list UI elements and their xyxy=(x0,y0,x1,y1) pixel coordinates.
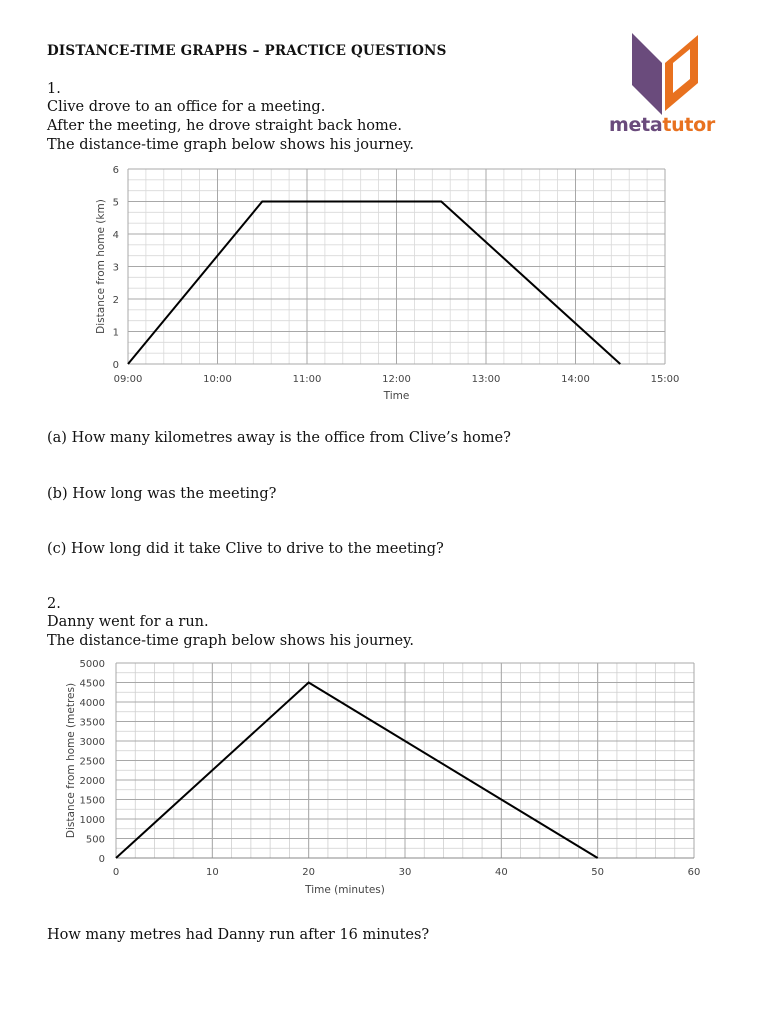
x-tick-label: 14:00 xyxy=(561,374,590,385)
y-tick-label: 2000 xyxy=(79,776,105,787)
question-1-number: 1. xyxy=(47,81,61,97)
x-tick-label: 13:00 xyxy=(471,374,501,385)
question-2-number: 2. xyxy=(47,596,61,612)
y-axis-label: Distance from home (km) xyxy=(95,199,107,334)
y-tick-label: 6 xyxy=(112,165,119,176)
y-tick-label: 4000 xyxy=(79,698,105,709)
series-line xyxy=(128,202,620,365)
x-tick-label: 30 xyxy=(398,867,412,878)
y-tick-label: 3500 xyxy=(79,717,105,729)
logo-wordmark: metatutor xyxy=(609,114,716,136)
y-tick-label: 1500 xyxy=(79,795,105,807)
question-1c: (c) How long did it take Clive to drive to the meeting? xyxy=(47,541,444,557)
y-tick-label: 0 xyxy=(98,854,105,865)
y-tick-label: 3 xyxy=(112,262,119,274)
x-tick-label: 10:00 xyxy=(203,374,232,385)
y-tick-label: 2500 xyxy=(79,756,105,768)
question-2-line: The distance-time graph below shows his journey. xyxy=(47,633,415,649)
question-2-prompt: How many metres had Danny run after 16 minutes? xyxy=(47,927,430,943)
x-tick-label: 11:00 xyxy=(292,374,322,385)
distance-time-chart-2 xyxy=(0,640,768,910)
y-tick-label: 5000 xyxy=(79,659,105,670)
y-tick-label: 1000 xyxy=(79,815,105,826)
x-tick-label: 12:00 xyxy=(382,374,411,385)
y-tick-label: 1 xyxy=(112,327,119,339)
x-tick-label: 10 xyxy=(205,867,219,878)
x-tick-label: 20 xyxy=(302,867,316,878)
x-tick-label: 40 xyxy=(494,867,508,878)
page-title: DISTANCE-TIME GRAPHS – PRACTICE QUESTIONS xyxy=(47,43,447,59)
question-1-line: The distance-time graph below shows his journey. xyxy=(47,137,415,153)
y-tick-label: 0 xyxy=(112,360,119,371)
x-axis-label: Time (minutes) xyxy=(305,884,385,896)
y-tick-label: 4 xyxy=(112,230,119,241)
x-tick-label: 15:00 xyxy=(650,374,680,385)
x-tick-label: 60 xyxy=(687,867,701,878)
distance-time-chart-1 xyxy=(0,0,768,420)
y-axis-label: Distance from home (metres) xyxy=(65,682,77,839)
x-tick-label: 50 xyxy=(591,867,605,878)
x-axis-label: Time xyxy=(383,390,410,402)
question-1-line: After the meeting, he drove straight back home. xyxy=(47,118,402,134)
y-tick-label: 3000 xyxy=(79,737,105,748)
question-1b: (b) How long was the meeting? xyxy=(47,486,277,502)
question-1a: (a) How many kilometres away is the office from Clive’s home? xyxy=(47,430,511,446)
y-tick-label: 500 xyxy=(85,834,105,846)
y-tick-label: 2 xyxy=(112,295,119,306)
y-tick-label: 4500 xyxy=(79,678,105,690)
y-tick-label: 5 xyxy=(112,197,119,209)
question-2-line: Danny went for a run. xyxy=(47,614,209,630)
question-1-line: Clive drove to an office for a meeting. xyxy=(47,99,326,115)
x-tick-label: 09:00 xyxy=(113,374,143,385)
x-tick-label: 0 xyxy=(112,867,120,878)
